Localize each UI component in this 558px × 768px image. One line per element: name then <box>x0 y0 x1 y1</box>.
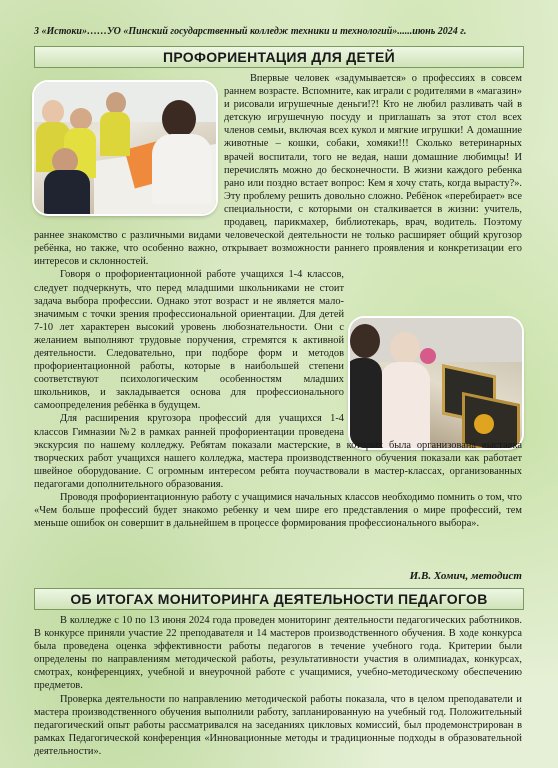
section1-paragraph-1: Впервые человек «задумывается» о профессиях в совсем раннем возрасте. Вспомните, как играли с родителями в «магазин» и рисовали игрушечные деньги!?! Кто не любил разливать чай в детскую игрушечную посуду и приглашать за этот стол всех членов семьи, включая всех кукол и мягкие игрушки! А домашние животные – кошки, собаки, хомяки!!! Сколько ветеринарных врачей воспитали, того не ведая, наши домашние любимцы! И перечислять можно до бесконечности. В жизни каждого ребенка рано или поздно встает вопрос: Кем я хочу стать, когда вырасту?». Эту проблему решить довольно сложно. Ребёнок «перебирает» все специальности, с которыми он сталкивается в жизни: учитель, продавец, парикмахер, библиотекарь, врач, водитель. Поэтому раннее знакомство с различными видами человеческой деятельности не только расширяет общий кругозор ребёнка, но также, что особенно важно, открывает возможности раннего проявления и конкретизации его интересов и склонностей. <box>34 73 522 268</box>
author-signature: И.В. Хомич, методист <box>409 570 522 582</box>
section1-paragraph-3: Для расширения кругозора профессий для учащихся 1-4 классов Гимназии №2 в рамках ранней профориентации проведена экскурсия по нашему колледжу. Ребятам показали мастерские, в которых была организована выставка творческих работ учащихся нашего колледжа, мастера производственного обучения показали как работает швейное оборудование. С огромным интересом ребята поучаствовали в мастер-классах, организованных педагогами дополнительного образования. <box>34 413 522 490</box>
section2-paragraph-1: В колледже с 10 по 13 июня 2024 года проведен мониторинг деятельности педагогических работников. В конкурсе приняли участие 22 преподавателя и 14 мастеров производственного обучения. В ходе конкурса была проведена оценка эффективности работы педагогов в течение учебного года. Критерии были определены по направлениям методической работы, результативности участия в олимпиадах, конкурсах, смотрах, конференциях, учебной и внеурочной работе с учащимися, учебно-методическому обеспечению предметов. <box>34 615 522 692</box>
running-header: 3 «Истоки»……УО «Пинский государственный колледж техники и технологий»......июнь 2024 г. <box>34 26 467 37</box>
section1-body <box>34 72 522 530</box>
photo1-wrap-spacer <box>34 72 224 218</box>
section2-paragraph-2: Проверка деятельности по направлению методической работы показала, что в целом преподаватели и мастера производственного обучения выполнили работу, запланированную на учебный год. Положительный педагогический опыт работы рассматривался на заседаниях цикловых комиссий, был продемонстрирован в рамках Педагогической конференция «Инновационные методы и традиционные подходы в образовательной деятельности». <box>34 693 522 757</box>
photo2-wrap-spacer <box>344 292 522 426</box>
section1-paragraph-4: Проводя профориентационную работу с учащимися начальных классов необходимо помнить о том, что «Чем больше профессий будет знакомо ребенку и чем шире его представления о мире профессий, тем меньше ошибок он совершит в дальнейшем в процессе формирования профессионального выбора». <box>34 492 522 530</box>
section1-paragraph-2: Говоря о профориентационной работе учащихся 1-4 классов, следует подчеркнуть, что перед младшими школьниками не стоит задача выбора профессии. Однако этот возраст и не является малозначимым с точки зрения профессиональной ориентации. Для детей 7-10 лет характерен высокий уровень любознательности. Они с желанием выполняют трудовые поручения, стремятся к активной деятельности. Следовательно, при подборе форм и методов профориентационной работы, которые в наибольшей степени соответствуют психологическим особенностям младших школьников, и закладывается основа для профессионального самоопределения ребёнка в будущем. <box>34 269 344 412</box>
section-title-monitoring: ОБ ИТОГАХ МОНИТОРИНГА ДЕЯТЕЛЬНОСТИ ПЕДАГОГОВ <box>34 588 524 610</box>
section2-body <box>34 614 522 758</box>
section-title-career-guidance: ПРОФОРИЕНТАЦИЯ ДЛЯ ДЕТЕЙ <box>34 46 524 68</box>
